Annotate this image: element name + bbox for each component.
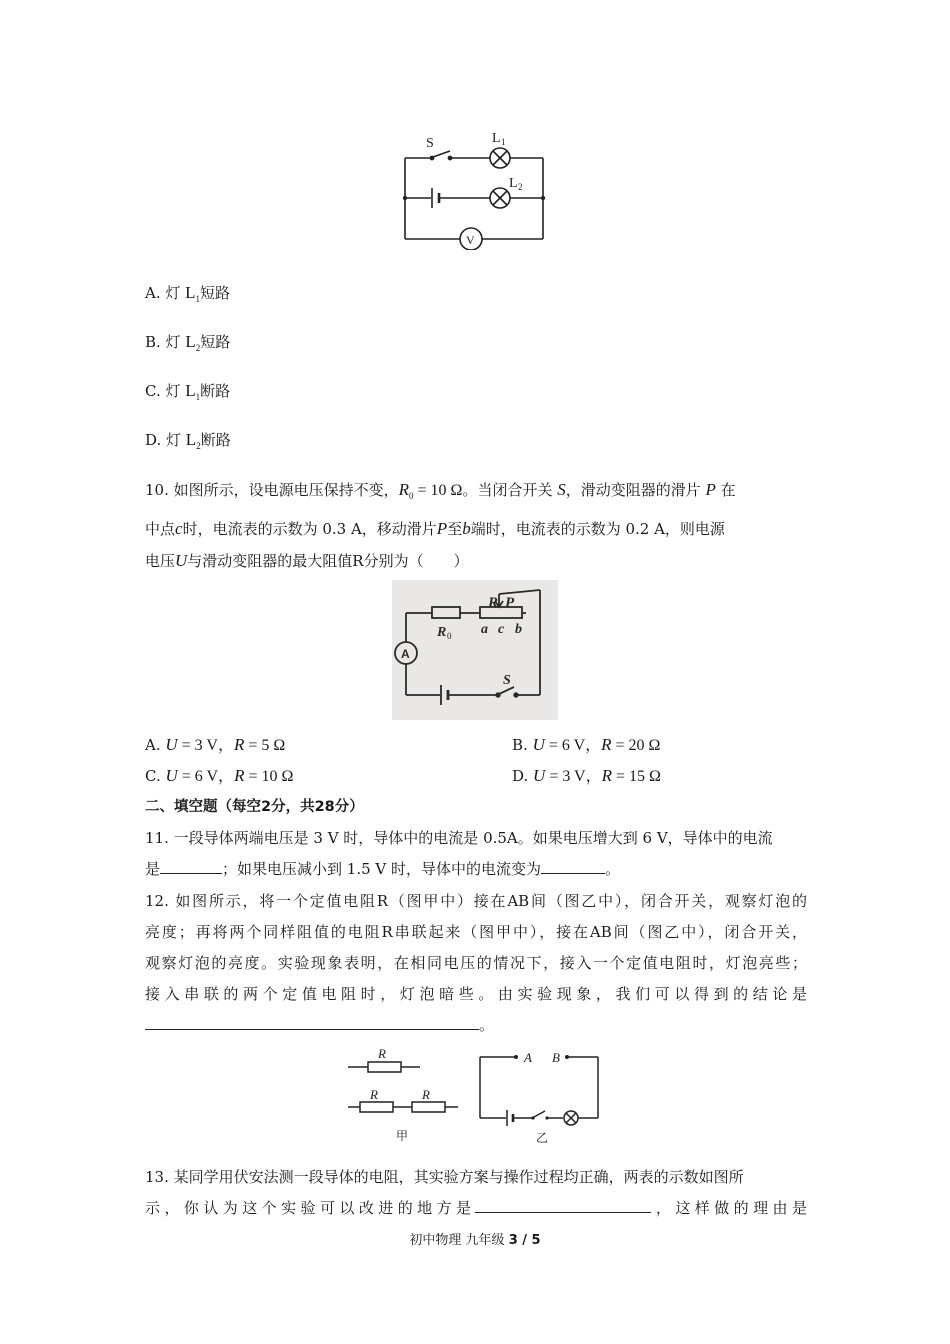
label-l1: L [492, 131, 501, 146]
label-s: S [426, 136, 434, 151]
fig12-label-b: B [552, 1050, 560, 1065]
q10-text: ，滑动变阻器的滑片 [565, 481, 706, 499]
q13-line-2 [145, 1197, 807, 1218]
r0-value: = 10 Ω [413, 482, 463, 499]
lamp-sub: 2 [196, 441, 201, 451]
u-value: = 6 V， [544, 737, 602, 754]
q10-option-d[interactable] [512, 763, 661, 786]
option-label: D. [512, 767, 534, 785]
q12-line-5 [145, 1014, 494, 1035]
q12-text: 。 [479, 1016, 495, 1034]
q10-text: 10. 如图所示，设电源电压保持不变， [145, 481, 399, 499]
fig-label-ammeter: A [401, 647, 410, 661]
option-text: 短路 [200, 284, 231, 302]
q11-line-2 [145, 858, 620, 879]
lamp-sub: 1 [195, 392, 201, 402]
fig-label-b: b [515, 622, 522, 637]
section-heading-fill-in: 二、填空题（每空2分，共28分） [145, 799, 364, 815]
u-value: = 3 V， [177, 737, 234, 754]
fig12-label-r: R [370, 1087, 378, 1102]
page-footer [0, 1229, 950, 1248]
q12-line-3: 观察灯泡的亮度。实验现象表明，在相同电压的情况下，接入一个定值电阻时，灯泡亮些； [145, 954, 807, 972]
q9-option-d[interactable] [145, 429, 231, 451]
circuit-diagram-q12 [340, 1045, 620, 1145]
u-symbol: U [165, 766, 178, 785]
q10-text: 至 [447, 520, 463, 538]
fig-label-r0: R [437, 625, 447, 640]
fig-label-p: P [505, 595, 515, 611]
r-symbol: R [601, 735, 612, 754]
q10-text: 。当闭合开关 [462, 481, 558, 499]
q11-line-1: 11. 一段导体两端电压是 3 V 时，导体中的电流是 0.5A。如果电压增大到 6 V，导体中的电流 [145, 829, 773, 847]
q10-text: 时，电流表的示数为 0.3 A，移动滑片 [182, 520, 437, 538]
q11-answer-blank-1[interactable] [160, 859, 222, 874]
q10-line-2 [145, 518, 725, 539]
q12-line-4: 接入串联的两个定值电阻时，灯泡暗些。由实验现象，我们可以得到的结论是 [145, 985, 807, 1003]
lamp-symbol: L [185, 283, 196, 302]
q13-text: 示，你认为这个实验可以改进的地方是 [145, 1199, 476, 1217]
u-value: = 6 V， [177, 768, 235, 785]
c-symbol: c [175, 519, 183, 538]
q9-option-a[interactable] [145, 282, 230, 304]
fig-label-r: R [488, 595, 499, 611]
q13-text: ，这样做的理由是 [651, 1199, 807, 1217]
q10-line-1 [145, 479, 736, 501]
r-symbol: R [234, 766, 245, 785]
s-symbol: S [557, 480, 566, 499]
r-symbol: R [601, 766, 612, 785]
q12-answer-blank[interactable] [145, 1015, 479, 1030]
lamp-symbol: L [185, 381, 196, 400]
junction-right [541, 196, 545, 200]
q10-option-b[interactable] [512, 732, 660, 755]
fig12-label-r: R [378, 1046, 386, 1061]
p-symbol: P [436, 519, 448, 538]
q11-text: 。 [605, 860, 621, 878]
u-symbol: U [165, 735, 178, 754]
q11-text: ；如果电压减小到 1.5 V 时，导体中的电流变为 [222, 860, 542, 878]
junction-left [403, 196, 407, 200]
fig12-label-jia: 甲 [396, 1129, 409, 1143]
circuit-photo-q10 [392, 580, 558, 720]
circuit-diagram-q9 [395, 125, 555, 250]
q13-line-1: 13. 某同学用伏安法测一段导体的电阻，其实验方案与操作过程均正确，两表的示数如图所 [145, 1168, 744, 1186]
u-symbol: U [532, 735, 545, 754]
q11-text: 是 [145, 860, 161, 878]
r0-symbol: R [398, 480, 410, 499]
p-symbol: P [705, 480, 716, 499]
q13-answer-blank[interactable] [475, 1198, 651, 1213]
option-text: A. 灯 [145, 284, 186, 302]
q10-text: 中点 [145, 520, 176, 538]
q12-line-1: 12. 如图所示，将一个定值电阻R（图甲中）接在AB间（图乙中），闭合开关，观察灯泡的 [145, 892, 807, 910]
option-text: 断路 [200, 382, 231, 400]
q10-text: 电压 [145, 552, 176, 570]
fig-label-a: a [481, 622, 488, 637]
fig-label-s: S [503, 673, 511, 688]
option-label: C. [145, 767, 166, 785]
fig12-label-yi: 乙 [536, 1131, 549, 1145]
fig12-label-a: A [524, 1050, 532, 1065]
r-value: = 20 Ω [611, 737, 661, 754]
label-l1-sub: 1 [501, 137, 506, 147]
q10-text: 与滑动变阻器的最大阻值R分别为（ ） [187, 552, 469, 570]
label-v: V [466, 233, 475, 247]
u-value: = 3 V， [545, 768, 602, 785]
q10-text: 在 [715, 481, 736, 499]
q11-answer-blank-2[interactable] [541, 859, 605, 874]
lamp-sub: 2 [195, 343, 201, 353]
r-value: = 5 Ω [244, 737, 286, 754]
option-label: A. [145, 736, 166, 754]
r-symbol: R [233, 735, 245, 754]
q10-text: 端时，电流表的示数为 0.2 A，则电源 [470, 520, 725, 538]
q12-line-2: 亮度；再将两个同样阻值的电阻R串联起来（图甲中），接在AB间（图乙中），闭合开关， [145, 923, 807, 941]
lamp-symbol: L [185, 332, 196, 351]
u-symbol: U [175, 551, 188, 570]
fig12-label-r: R [422, 1087, 430, 1102]
q10-line-3 [145, 550, 469, 571]
label-l2-sub: 2 [518, 182, 523, 192]
q9-option-b[interactable] [145, 331, 230, 353]
option-text: B. 灯 [145, 333, 186, 351]
option-label: B. [512, 736, 533, 754]
r-value: = 10 Ω [244, 768, 294, 785]
option-text: D. 灯 [145, 431, 186, 449]
q10-option-a[interactable] [145, 732, 285, 755]
option-text: C. 灯 [145, 382, 186, 400]
lamp-symbol: L [185, 430, 197, 449]
r0-sub: 0 [409, 491, 414, 501]
q10-option-c[interactable] [145, 763, 293, 786]
fig-label-r0-sub: 0 [447, 631, 452, 641]
footer-subject: 初中物理 九年级 [409, 1233, 509, 1248]
fig-label-c: c [498, 622, 505, 637]
lamp-sub: 1 [195, 294, 201, 304]
u-symbol: U [533, 766, 546, 785]
page-number: 3 / 5 [508, 1233, 541, 1248]
q9-option-c[interactable] [145, 380, 230, 402]
label-l2: L [509, 176, 518, 191]
b-symbol: b [462, 519, 471, 538]
option-text: 短路 [200, 333, 231, 351]
r-value: = 15 Ω [612, 768, 661, 785]
option-text: 断路 [200, 431, 231, 449]
